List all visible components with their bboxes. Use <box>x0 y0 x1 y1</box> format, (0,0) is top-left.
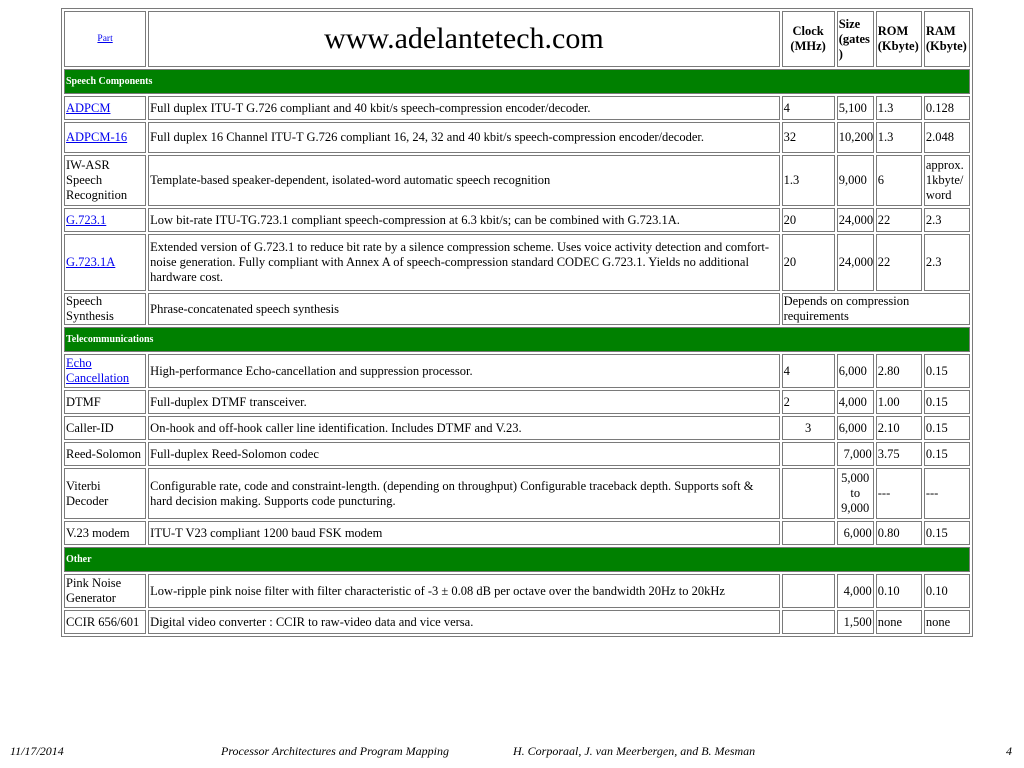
description-cell: Digital video converter : CCIR to raw-video data and vice versa. <box>148 610 779 634</box>
ram-cell: 0.15 <box>924 521 970 545</box>
size-cell: 1,500 <box>837 610 874 634</box>
size-cell: 6,000 <box>837 521 874 545</box>
table-body <box>64 11 970 634</box>
clock-cell: 3 <box>782 416 835 440</box>
clock-cell: 20 <box>782 234 835 291</box>
description-cell: ITU-T V23 compliant 1200 baud FSK modem <box>148 521 779 545</box>
part-cell: Speech Synthesis <box>64 293 146 325</box>
part-link[interactable]: G.723.1A <box>66 255 116 269</box>
table-row <box>64 354 970 388</box>
rom-cell: 2.10 <box>876 416 922 440</box>
size-cell: 5,100 <box>837 96 874 120</box>
description-cell: Full duplex ITU-T G.726 compliant and 40 kbit/s speech-compression encoder/decoder. <box>148 96 779 120</box>
section-title: Speech Components <box>64 69 970 94</box>
description-cell: Low-ripple pink noise filter with filter characteristic of -3 ± 0.08 dB per octave over the bandwidth 20Hz to 20kHz <box>148 574 779 608</box>
size-cell: 6,000 <box>837 416 874 440</box>
rom-cell: 1.3 <box>876 122 922 153</box>
slide-footer <box>0 744 1024 760</box>
ram-cell: 2.3 <box>924 208 970 232</box>
ram-cell: 0.128 <box>924 96 970 120</box>
header-ram: RAM (Kbyte) <box>924 11 970 67</box>
footer-title: Processor Architectures and Program Mapping <box>221 744 449 758</box>
header-rom: ROM (Kbyte) <box>876 11 922 67</box>
description-cell: On-hook and off-hook caller line identification. Includes DTMF and V.23. <box>148 416 779 440</box>
table-row <box>64 96 970 120</box>
clock-cell: 4 <box>782 96 835 120</box>
rom-cell: --- <box>876 468 922 519</box>
clock-cell <box>782 610 835 634</box>
size-cell: 10,200 <box>837 122 874 153</box>
header-clock: Clock (MHz) <box>782 11 835 67</box>
rom-cell: none <box>876 610 922 634</box>
description-cell: Extended version of G.723.1 to reduce bit rate by a silence compression scheme. Uses voice activity detection and comfort-noise generation. Fully compliant with Annex A of speech-compression standard CODEC G.723.1. Yields no additional hardware cost. <box>148 234 779 291</box>
table-row <box>64 521 970 545</box>
section-header-row <box>64 547 970 572</box>
part-cell[interactable] <box>64 208 146 232</box>
site-title: www.adelantetech.com <box>148 11 779 67</box>
clock-cell: 20 <box>782 208 835 232</box>
size-cell: 5,000 to 9,000 <box>837 468 874 519</box>
ram-cell: 2.048 <box>924 122 970 153</box>
size-cell: 24,000 <box>837 234 874 291</box>
section-header-row <box>64 69 970 94</box>
table-row <box>64 155 970 206</box>
table-row <box>64 574 970 608</box>
part-cell: Viterbi Decoder <box>64 468 146 519</box>
description-cell: Full duplex 16 Channel ITU-T G.726 compliant 16, 24, 32 and 40 kbit/s speech-compression encoder/decoder. <box>148 122 779 153</box>
footer-page-number: 4 <box>1006 744 1012 758</box>
table-row <box>64 468 970 519</box>
rom-cell: 22 <box>876 234 922 291</box>
table-row <box>64 416 970 440</box>
table-row <box>64 442 970 466</box>
part-cell: Reed-Solomon <box>64 442 146 466</box>
part-link[interactable]: Echo Cancellation <box>66 356 130 385</box>
part-cell: IW-ASR Speech Recognition <box>64 155 146 206</box>
ram-cell: 0.15 <box>924 442 970 466</box>
size-cell: 6,000 <box>837 354 874 388</box>
clock-cell <box>782 442 835 466</box>
clock-cell: 2 <box>782 390 835 414</box>
table-row <box>64 122 970 153</box>
part-cell[interactable] <box>64 354 146 388</box>
clock-cell: 1.3 <box>782 155 835 206</box>
table-row <box>64 234 970 291</box>
description-cell: Template-based speaker-dependent, isolated-word automatic speech recognition <box>148 155 779 206</box>
description-cell: Low bit-rate ITU-TG.723.1 compliant speech-compression at 6.3 kbit/s; can be combined with G.723.1A. <box>148 208 779 232</box>
ram-cell: 0.15 <box>924 354 970 388</box>
rom-cell: 1.00 <box>876 390 922 414</box>
rom-cell: 2.80 <box>876 354 922 388</box>
footer-authors: H. Corporaal, J. van Meerbergen, and B. Mesman <box>513 744 756 758</box>
size-cell: 7,000 <box>837 442 874 466</box>
size-cell: 4,000 <box>837 574 874 608</box>
table-row <box>64 390 970 414</box>
description-cell: Full-duplex Reed-Solomon codec <box>148 442 779 466</box>
spec-note-cell: Depends on compression requirements <box>782 293 970 325</box>
ram-cell: --- <box>924 468 970 519</box>
clock-cell <box>782 468 835 519</box>
rom-cell: 3.75 <box>876 442 922 466</box>
part-cell: DTMF <box>64 390 146 414</box>
part-cell: V.23 modem <box>64 521 146 545</box>
description-cell: Configurable rate, code and constraint-length. (depending on throughput) Configurable traceback depth. Supports soft & hard decision making. Supports code puncturing. <box>148 468 779 519</box>
header-size: Size (gates ) <box>837 11 874 67</box>
section-title: Telecommunications <box>64 327 970 352</box>
ram-cell: 2.3 <box>924 234 970 291</box>
clock-cell <box>782 574 835 608</box>
size-cell: 9,000 <box>837 155 874 206</box>
description-cell: Full-duplex DTMF transceiver. <box>148 390 779 414</box>
clock-cell: 4 <box>782 354 835 388</box>
part-link[interactable]: ADPCM-16 <box>66 130 128 144</box>
header-part[interactable] <box>64 11 146 67</box>
ip-core-table <box>61 8 973 637</box>
size-cell: 4,000 <box>837 390 874 414</box>
part-cell: Pink Noise Generator <box>64 574 146 608</box>
section-header-row <box>64 327 970 352</box>
footer-date: 11/17/2014 <box>10 744 64 758</box>
rom-cell: 0.80 <box>876 521 922 545</box>
clock-cell: 32 <box>782 122 835 153</box>
part-cell[interactable] <box>64 234 146 291</box>
part-link[interactable]: G.723.1 <box>66 212 107 227</box>
description-cell: Phrase-concatenated speech synthesis <box>148 293 779 325</box>
part-cell[interactable] <box>64 122 146 153</box>
rom-cell: 0.10 <box>876 574 922 608</box>
table-row <box>64 293 970 325</box>
ram-cell: 0.15 <box>924 416 970 440</box>
part-cell: CCIR 656/601 <box>64 610 146 634</box>
part-header-link[interactable]: Part <box>97 33 113 44</box>
description-cell: High-performance Echo-cancellation and suppression processor. <box>148 354 779 388</box>
table-row <box>64 208 970 232</box>
part-cell: Caller-ID <box>64 416 146 440</box>
rom-cell: 6 <box>876 155 922 206</box>
clock-cell <box>782 521 835 545</box>
size-cell: 24,000 <box>837 208 874 232</box>
ram-cell: 0.15 <box>924 390 970 414</box>
part-link[interactable]: ADPCM <box>66 100 111 115</box>
header-row <box>64 11 970 67</box>
section-title: Other <box>64 547 970 572</box>
part-cell[interactable] <box>64 96 146 120</box>
ram-cell: 0.10 <box>924 574 970 608</box>
rom-cell: 22 <box>876 208 922 232</box>
ram-cell: approx. 1kbyte/ word <box>924 155 970 206</box>
ram-cell: none <box>924 610 970 634</box>
rom-cell: 1.3 <box>876 96 922 120</box>
table-row <box>64 610 970 634</box>
